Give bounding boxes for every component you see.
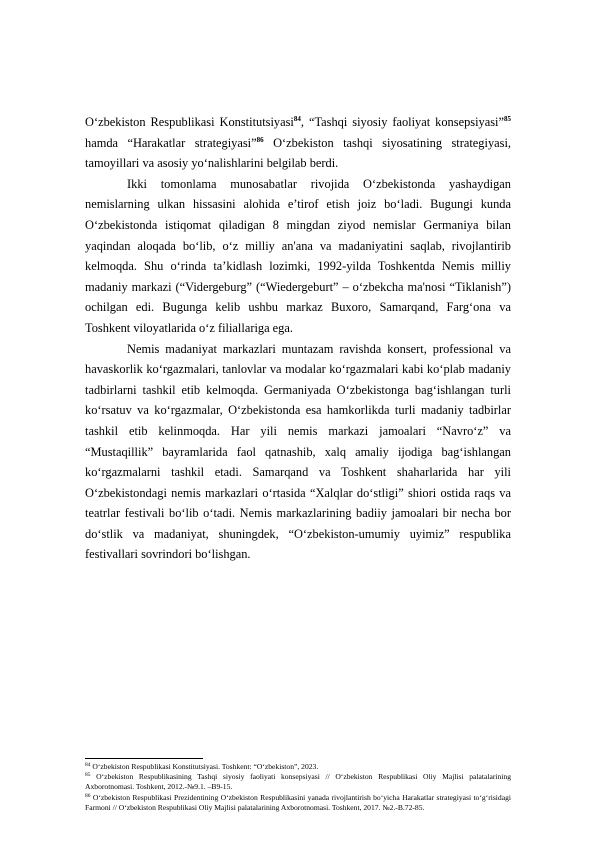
text-segment: O‘zbekiston tashqi siyosatining strategiyasi, tamoyillari va asosiy yo‘nalishlarini belgilab berdi.: [85, 135, 512, 171]
footnote-number: 84: [85, 762, 91, 768]
text-segment: , “Tashqi siyosiy faoliyat konsepsiyasi”: [300, 115, 504, 129]
footnote-text: O‘zbekiston Respublikasi Konstitutsiyasi. Toshkent: “O‘zbekiston”, 2023.: [90, 762, 319, 771]
footnote-ref-84[interactable]: 84: [293, 115, 301, 123]
text-segment: O‘zbekiston Respublikasi Konstitutsiyasi: [85, 115, 294, 129]
text-segment: Nemis madaniyat markazlari muntazam ravishda konsert, professional va havaskorlik ko‘rgazmalari, tanlovlar va modalar ko‘rgazmalari kabi ko‘plab madaniy tadbirlarni tashkil etib kelmoqda. Germaniyada O‘zbekistonga bag‘ishlangan turli ko‘rsatuv va ko‘rgazmalar, O‘zbekistonda esa hamkorlikda turli madaniy tadbirlar tashkil etib kelinmoqda. Har yili nemis markazi jamoalari “Navro‘z” va “Mustaqillik” bayramlarida faol qatnashib, xalq amaliy ijodiga bag‘ishlangan ko‘rgazmalarni tashkil etadi. Samarqand va Toshkent shaharlarida har yili O‘zbekistondagi nemis markazlari o‘rtasida “Xalqlar do‘stligi” shiori ostida raqs va teatrlar festivali bo‘lib o‘tadi. Nemis markazlarining badiiy jamoalari bir necha bor do‘stlik va madaniyat, shuningdek, “O‘zbekiston-umumiy uyimiz” respublika festivallari sovrindori bo‘lishgan.: [85, 341, 511, 562]
text-segment: hamda “Harakatlar strategiyasi”: [85, 135, 257, 150]
text-segment: Ikki tomonlama munosabatlar rivojida O‘zbekistonda yashaydigan nemislarning ulkan hissasini alohida e’tirof etish joiz bo‘ladi. Bugungi kunda O‘zbekistonda istiqomat qiladigan 8 mingdan ziyod nemislar Germaniya bilan yaqindan aloqada bo‘lib, o‘z milliy an'ana va madaniyatini saqlab, rivojlantirib kelmoqda. Shu o‘rinda ta’kidlash lozimki, 1992-yilda Toshkentda Nemis milliy madaniy markazi (“Vidergeburg” (“Wiedergeburt” – o‘zbekcha ma'nosi “Tiklanish”) ochilgan edi. Bugunga kelib ushbu markaz Buxoro, Samarqand, Farg‘ona va Toshkent viloyatlarida o‘z filiallariga ega.: [85, 176, 511, 335]
footnote-ref-86[interactable]: 86: [256, 135, 264, 144]
footnote-ref-85[interactable]: 85: [504, 115, 511, 123]
footnote-number: 85: [85, 772, 91, 779]
paragraph: [85, 174, 511, 339]
footnote-86: [85, 793, 511, 813]
paragraph: [85, 339, 511, 566]
footnote-divider: [85, 758, 203, 759]
footnote-85: [85, 772, 511, 792]
footnotes: [85, 762, 511, 813]
footnote-text: O‘zbekiston Respublikasi Prezidentining O‘zbekiston Respublikasini yanada rivojlantirish bo‘yicha Harakatlar strategiyasi to‘g‘risidagi Farmoni // O‘zbekiston Respublikasi Oliy Majlisi palatalarining Axborotnomasi. Toshkent, 2017. №2.-B.72-85.: [85, 792, 511, 812]
footnote-84: [85, 762, 511, 772]
footnote-number: 86: [85, 792, 91, 799]
main-text: [85, 112, 511, 565]
footnote-text: O‘zbekiston Respublikasining Tashqi siyosiy faoliyati konsepsiyasi // O‘zbekiston Respublikasi Oliy Majlisi palatalarining Axborotnomasi. Toshkent, 2012.-№9.1. –B9-15.: [85, 772, 511, 792]
paragraph: [85, 112, 511, 174]
